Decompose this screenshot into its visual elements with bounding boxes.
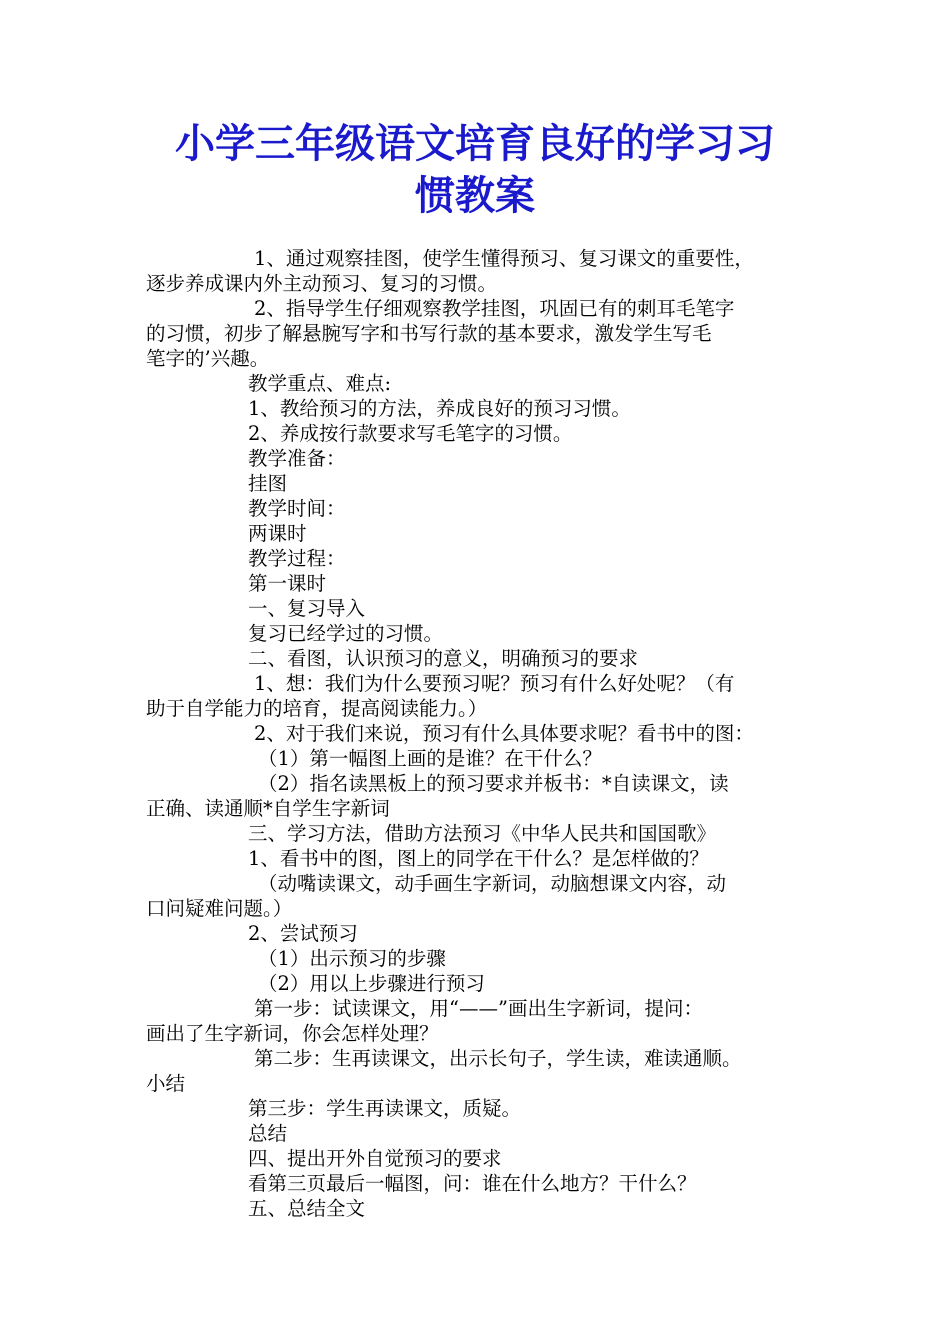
paragraph-line: 正确、读通顺*自学生字新词 — [146, 797, 390, 820]
paragraph-line: 小结 — [146, 1072, 186, 1095]
paragraph-line: 两课时 — [248, 522, 307, 545]
paragraph-line: 教学重点、难点: — [248, 372, 392, 395]
paragraph-line: 2、指导学生仔细观察教学挂图，巩固已有的刺耳毛笔字 — [254, 297, 735, 320]
paragraph-line: 第三步：学生再读课文，质疑。 — [248, 1097, 522, 1120]
document-body — [146, 246, 826, 1221]
paragraph-line: 四、提出开外自觉预习的要求 — [248, 1147, 502, 1170]
paragraph-line: 画出了生字新词，你会怎样处理？ — [146, 1022, 439, 1045]
paragraph-line: 挂图 — [248, 472, 288, 495]
paragraph-line: 教学时间： — [248, 497, 346, 520]
paragraph-line: 五、总结全文 — [248, 1197, 366, 1220]
paragraph-line: 三、学习方法，借助方法预习《中华人民共和国国歌》 — [248, 822, 717, 845]
paragraph-line: 1、通过观察挂图，使学生懂得预习、复习课文的重要性， — [254, 247, 754, 270]
title-line-2: 惯教案 — [415, 173, 535, 219]
paragraph-line: 第一课时 — [248, 572, 327, 595]
paragraph-line: 教学准备： — [248, 447, 346, 470]
paragraph-line: 1、想：我们为什么要预习呢？预习有什么好处呢？（有 — [254, 672, 735, 695]
paragraph-line: （2）用以上步骤进行预习 — [258, 972, 485, 995]
paragraph-line: 总结 — [248, 1122, 288, 1145]
paragraph-line: 助于自学能力的培育，提高阅读能力。） — [146, 697, 488, 720]
paragraph-line: 1、看书中的图，图上的同学在干什么？是怎样做的？ — [248, 847, 709, 870]
paragraph-line: 二、看图，认识预习的意义，明确预习的要求 — [248, 647, 639, 670]
paragraph-line: 2、对于我们来说，预习有什么具体要求呢？看书中的图： — [254, 722, 754, 745]
paragraph-line: 口问疑难问题。） — [146, 897, 293, 920]
paragraph-line: 复习已经学过的习惯。 — [248, 622, 444, 645]
paragraph-line: 一、复习导入 — [248, 597, 366, 620]
paragraph-line: 2、尝试预习 — [248, 922, 358, 945]
paragraph-line: 笔字的’兴趣。 — [146, 347, 270, 370]
paragraph-line: （1）第一幅图上画的是谁？在干什么？ — [258, 747, 602, 770]
paragraph-line: （2）指名读黑板上的预习要求并板书：*自读课文，读 — [258, 772, 729, 795]
paragraph-line: 看第三页最后一幅图，问：谁在什么地方？干什么？ — [248, 1172, 697, 1195]
title-line-1: 小学三年级语文培育良好的学习习 — [175, 121, 775, 167]
paragraph-line: 的习惯，初步了解悬腕写字和书写行款的基本要求，激发学生写毛 — [146, 322, 712, 345]
paragraph-line: 第一步：试读课文，用“——”画出生字新词，提问： — [254, 997, 703, 1020]
paragraph-line: 逐步养成课内外主动预习、复习的习惯。 — [146, 272, 498, 295]
paragraph-line: 2、养成按行款要求写毛笔字的习惯。 — [248, 422, 573, 445]
paragraph-line: 教学过程： — [248, 547, 346, 570]
paragraph-line: （1）出示预习的步骤 — [258, 947, 446, 970]
paragraph-line: 1、教给预习的方法，养成良好的预习习惯。 — [248, 397, 631, 420]
document-title — [100, 118, 850, 222]
paragraph-line: 第二步：生再读课文，出示长句子，学生读，难读通顺。 — [254, 1047, 742, 1070]
paragraph-line: （动嘴读课文，动手画生字新词，动脑想课文内容，动 — [258, 872, 727, 895]
